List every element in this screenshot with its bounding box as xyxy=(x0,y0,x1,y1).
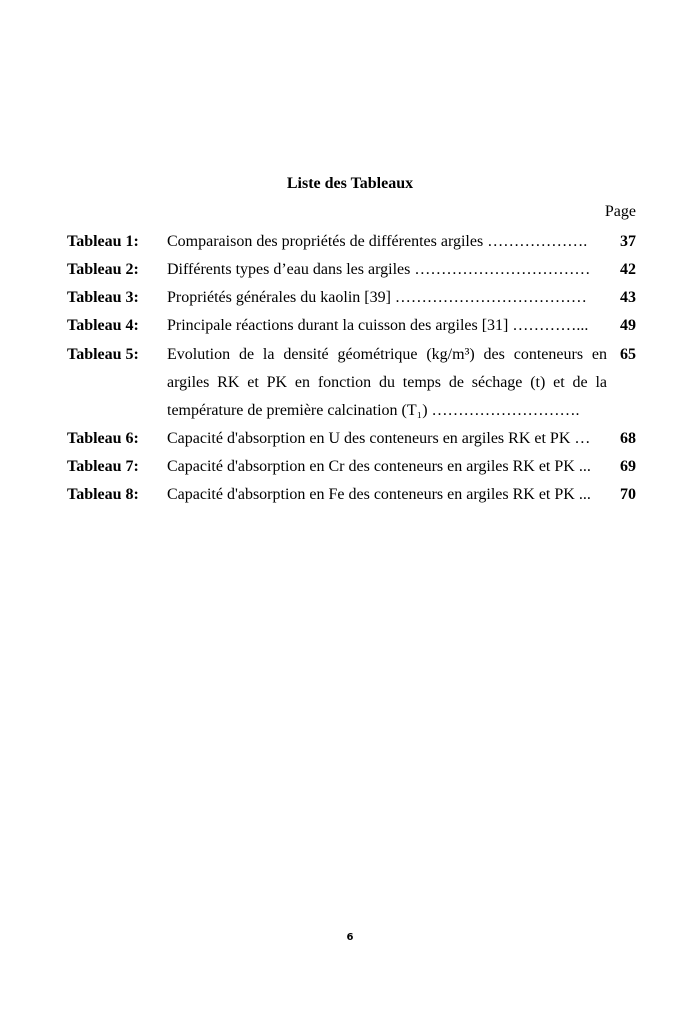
entry-page-number: 69 xyxy=(620,458,636,475)
entry-label: Tableau 8: xyxy=(67,486,139,503)
entry-title-line: Comparaison des propriétés de différentes argiles ………………. xyxy=(167,233,588,250)
entry-title-line: Propriétés générales du kaolin [39] ……………………………… xyxy=(167,289,587,306)
page-number: 6 xyxy=(346,932,354,943)
entry-title-line: argiles RK et PK en fonction du temps de séchage (t) et de la xyxy=(167,374,607,391)
page-title: Liste des Tableaux xyxy=(286,175,414,192)
entry-title xyxy=(167,228,607,256)
entry-page-number: 65 xyxy=(620,346,636,363)
entry-title xyxy=(167,481,607,509)
entry-page-number: 42 xyxy=(620,261,636,278)
entry-label: Tableau 5: xyxy=(67,346,139,363)
entry-label: Tableau 3: xyxy=(67,289,139,306)
entry-label: Tableau 2: xyxy=(67,261,139,278)
entry-title xyxy=(167,425,607,453)
entry-label: Tableau 6: xyxy=(67,430,139,447)
entry-title xyxy=(167,256,607,284)
entry-label: Tableau 4: xyxy=(67,317,139,334)
entry-title-line: Evolution de la densité géométrique (kg/m³) des conteneurs en xyxy=(167,346,607,363)
entry-page-number: 43 xyxy=(620,289,636,306)
entry-label: Tableau 1: xyxy=(67,233,139,250)
page-column-header: Page xyxy=(604,203,636,220)
entry-page-number: 37 xyxy=(620,233,636,250)
entry-title-line: température de première calcination (T₁) ………………………. xyxy=(167,402,580,419)
entry-title-line: Capacité d'absorption en U des conteneurs en argiles RK et PK … xyxy=(167,430,591,447)
entry-title-line: Capacité d'absorption en Cr des conteneurs en argiles RK et PK ... xyxy=(167,458,591,475)
entry-page-number: 49 xyxy=(620,317,636,334)
entry-title xyxy=(167,341,607,425)
entry-title xyxy=(167,453,607,481)
entry-title-line: Principale réactions durant la cuisson des argiles [31] …………... xyxy=(167,317,589,334)
entry-title xyxy=(167,312,607,340)
entry-page-number: 70 xyxy=(620,486,636,503)
entry-title-line: Différents types d’eau dans les argiles …………………………… xyxy=(167,261,591,278)
entry-label: Tableau 7: xyxy=(67,458,139,475)
entry-page-number: 68 xyxy=(620,430,636,447)
entry-title-line: Capacité d'absorption en Fe des conteneurs en argiles RK et PK ... xyxy=(167,486,591,503)
entry-title xyxy=(167,284,607,312)
